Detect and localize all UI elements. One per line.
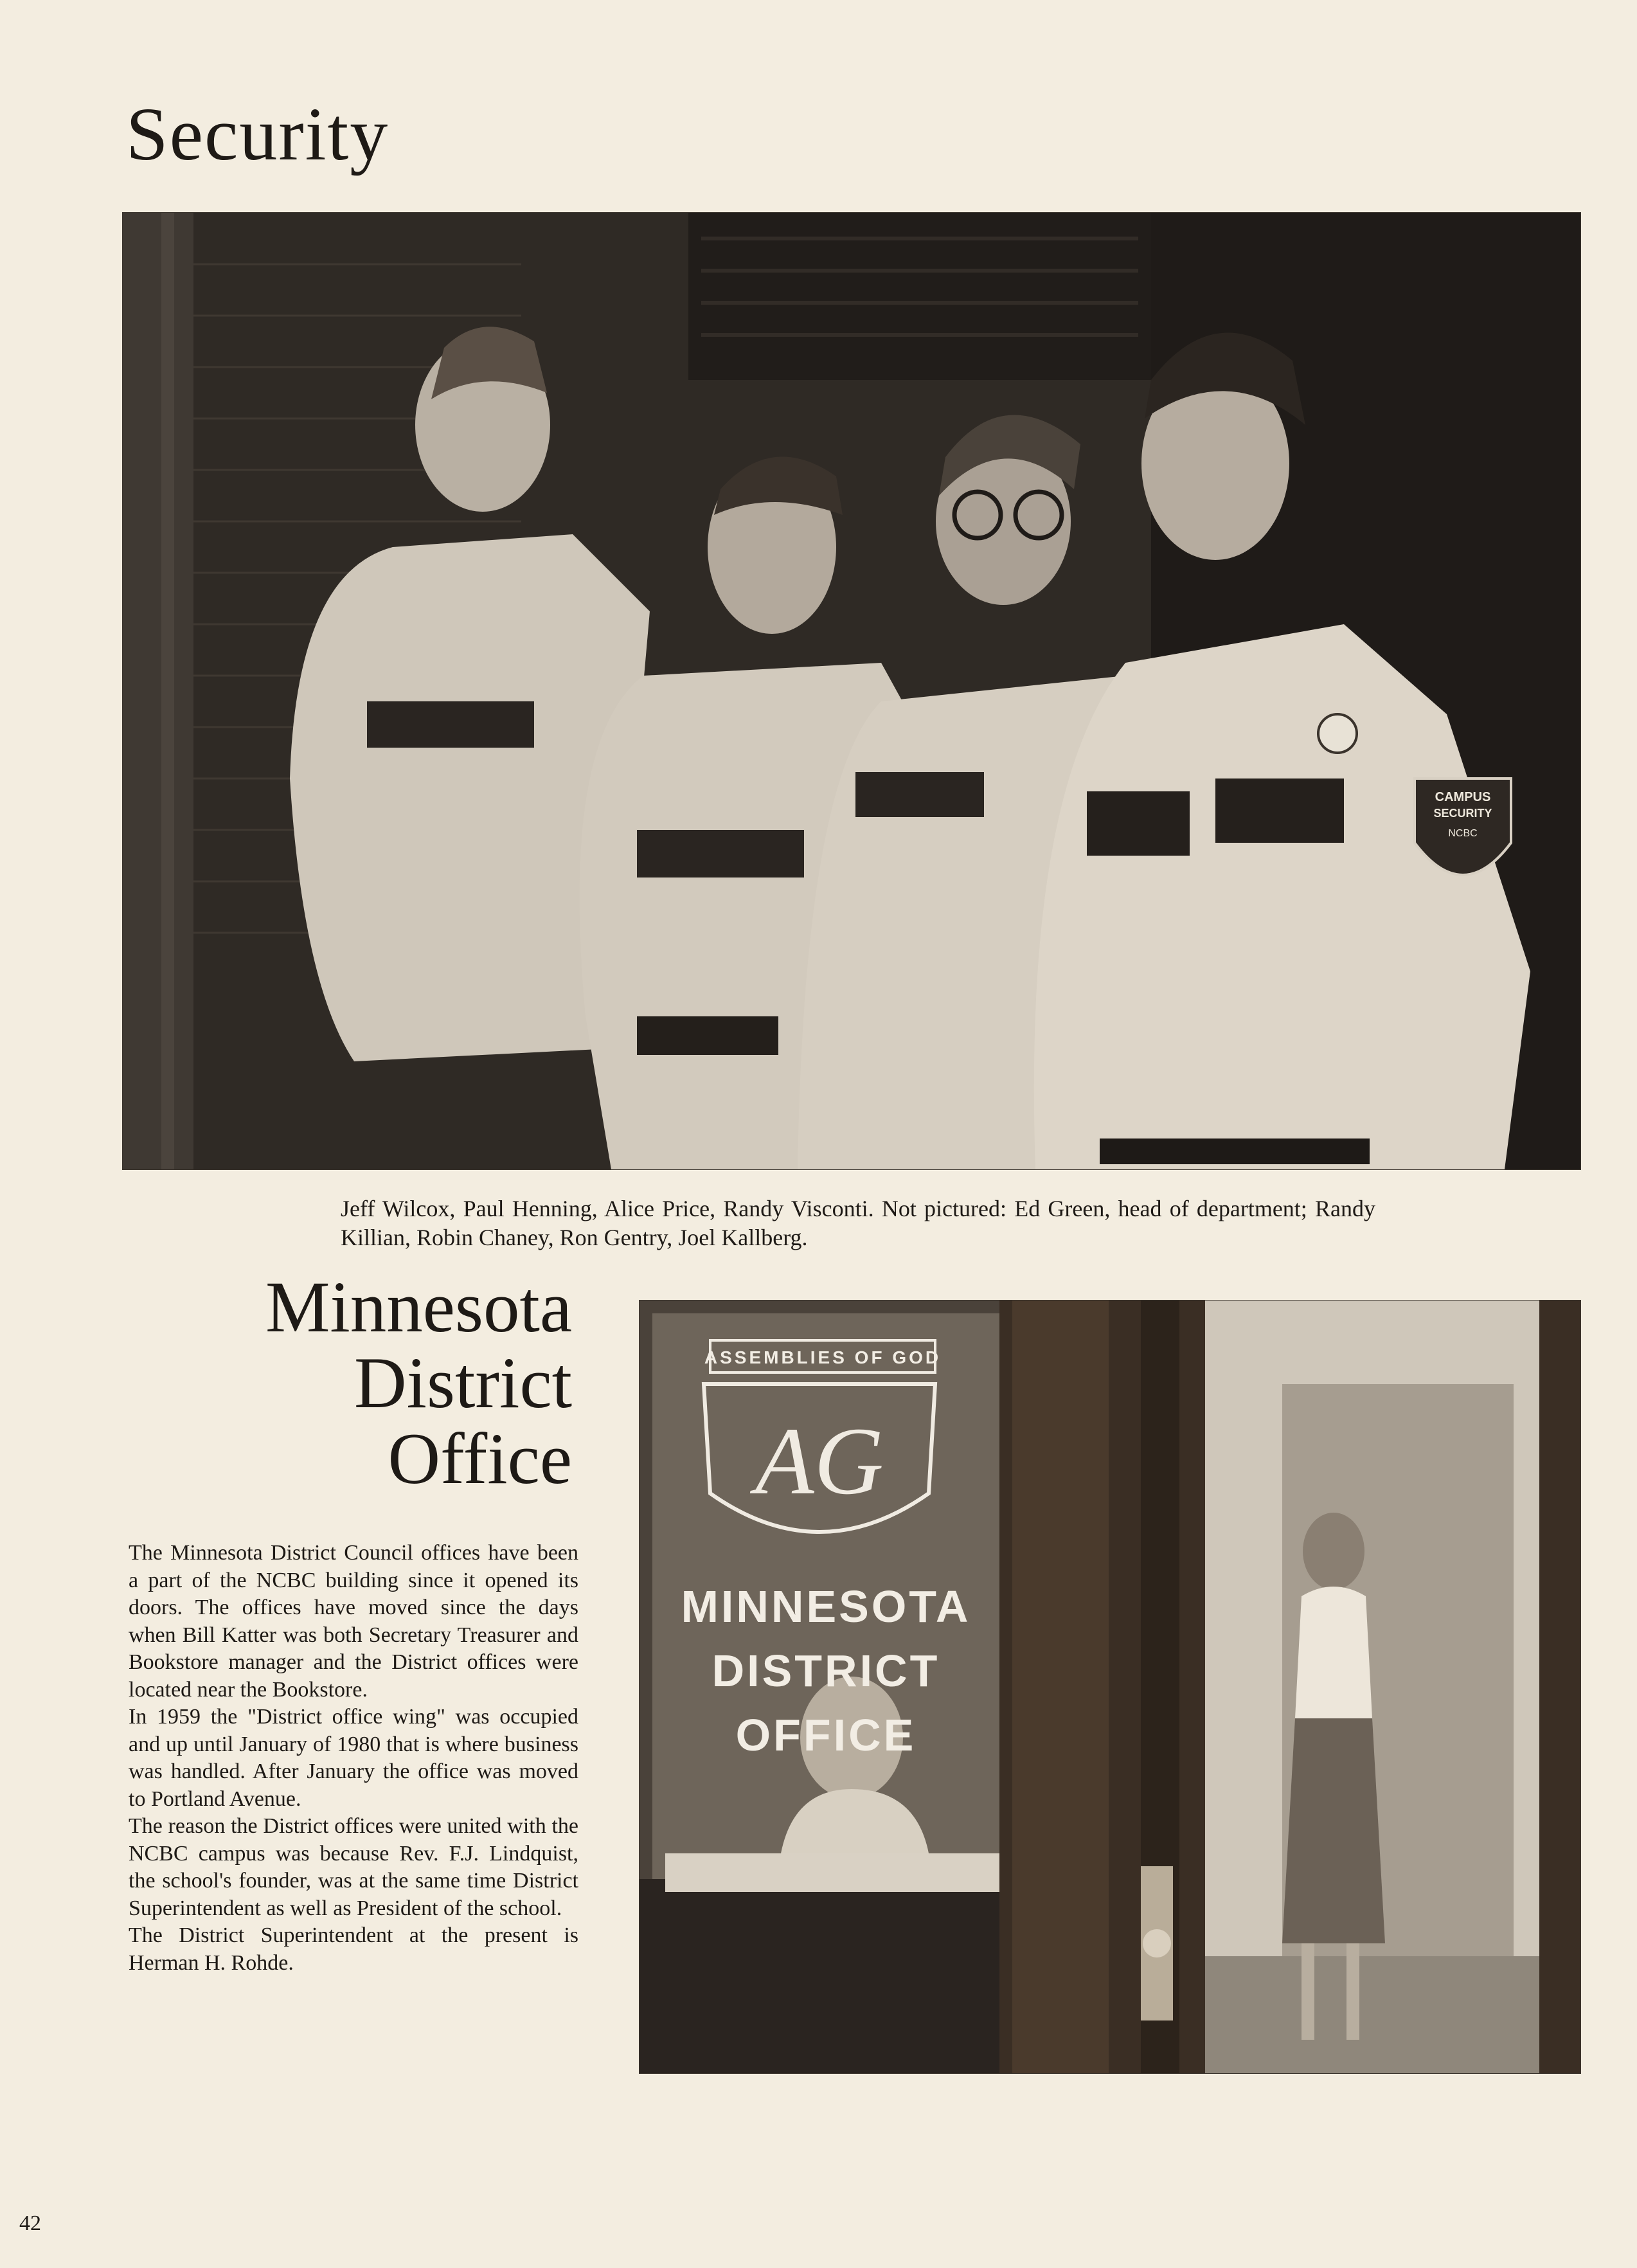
article-paragraph: In 1959 the "District office wing" was occupied and up until January of 1980 that is where business was handled. After January the office was moved to Portland Avenue.	[129, 1705, 578, 1811]
page-number: 42	[19, 2211, 41, 2235]
badge-text-line3: NCBC	[1448, 828, 1478, 839]
page-title-security: Security	[126, 92, 389, 176]
district-office-photo-illustration	[640, 1300, 1580, 2073]
door-text-line2: DISTRICT	[711, 1646, 940, 1696]
door-logo-ag: AG	[755, 1408, 884, 1515]
badge-text-line1: CAMPUS	[1435, 790, 1491, 804]
article-paragraph: The reason the District offices were united with the NCBC campus was because Rev. F.J. Lindquist, the school's founder, was at the same time District Superintendent as well as President of the school.	[129, 1814, 578, 1920]
district-article-body	[129, 1540, 578, 1977]
page-title-district	[129, 1267, 572, 1499]
district-office-photo	[639, 1300, 1581, 2074]
security-photo-caption: Jeff Wilcox, Paul Henning, Alice Price, Randy Visconti. Not pictured: Ed Green, head of department; Randy Killian, Robin Chaney, Ron Gentry, Joel Kallberg.	[341, 1196, 1375, 1250]
district-title-line3: Office	[388, 1419, 572, 1499]
door-text-line1: MINNESOTA	[681, 1581, 971, 1632]
security-staff-photo-illustration	[123, 213, 1580, 1169]
district-title-line1: Minnesota	[265, 1267, 572, 1347]
door-text-line3: OFFICE	[735, 1710, 917, 1760]
district-title-line2: District	[354, 1343, 572, 1423]
article-paragraph: The District Superintendent at the present is Herman H. Rohde.	[129, 1923, 578, 1975]
article-paragraph: The Minnesota District Council offices have been a part of the NCBC building since it opened its doors. The offices have moved since the days when Bill Katter was both Secretary Treasurer and Bookstore manager and the District offices were located near the Bookstore.	[129, 1541, 578, 1702]
door-sign-top: ASSEMBLIES OF GOD	[704, 1347, 942, 1367]
security-staff-photo	[122, 212, 1581, 1170]
badge-text-line2: SECURITY	[1433, 807, 1492, 820]
